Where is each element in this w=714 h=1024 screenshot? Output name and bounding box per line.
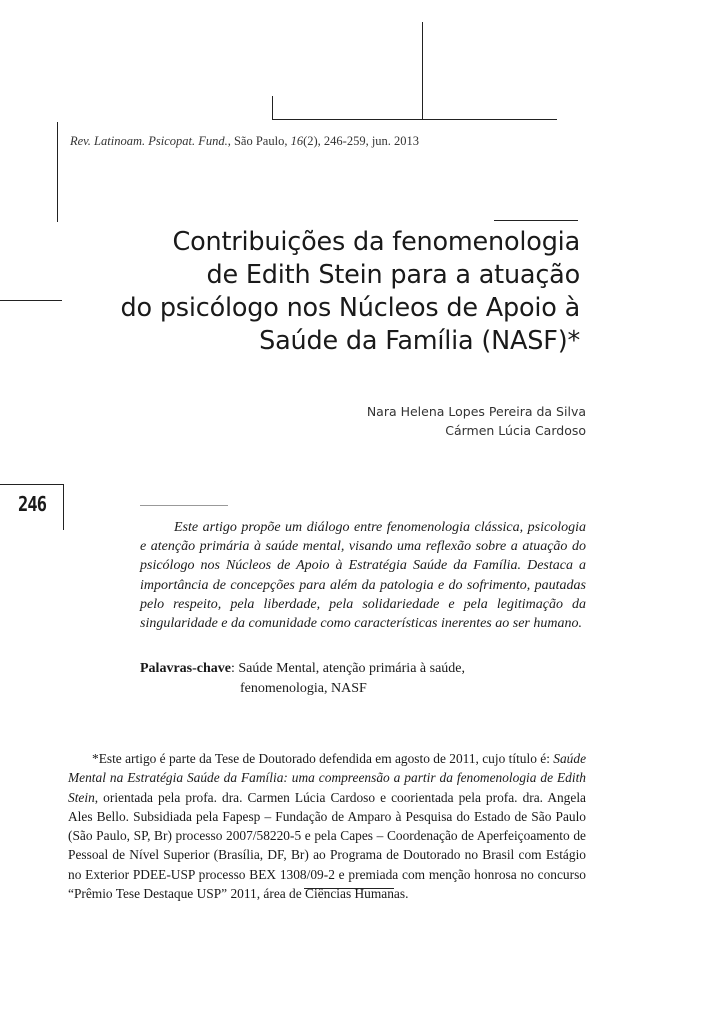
footnote [68, 749, 586, 903]
keywords-label: Palavras-chave [140, 661, 231, 676]
crop-mark-top-horizontal [272, 119, 557, 120]
title-line: Saúde da Família (NASF)* [259, 326, 580, 356]
author-name: Cármen Lúcia Cardoso [445, 423, 586, 438]
footnote-text: , orientada pela profa. dra. Carmen Lúcia Cardoso e coorientada pela profa. dra. Angela Ales Bello. Subsidiada pela Fapesp – Fundação de Amparo à Pesquisa do Estado de São Paulo (São Paulo, SP, Br) processo 2007/58220-5 e pela Capes – Coordenação de Aperfeiçoamento de Pessoal de Nível Superior (Brasília, DF, Br) ao Programa de Doutorado no Brasil com Estágio no Exterior PDEE-USP processo BEX 1308/09-2 e premiada com menção honrosa no concurso “Prêmio Tese Destaque USP” 2011, área de Ciências Humanas. [68, 789, 586, 902]
journal-place: , São Paulo, [227, 134, 291, 148]
journal-issue-pages-date: (2), 246-259, jun. 2013 [303, 134, 420, 148]
crop-mark-top-vertical [422, 22, 423, 120]
journal-name: Rev. Latinoam. Psicopat. Fund. [70, 134, 228, 148]
title-line: do psicólogo nos Núcleos de Apoio à [120, 293, 580, 323]
article-title [60, 226, 580, 358]
journal-volume: 16 [290, 134, 304, 148]
crop-mark-right-horizontal [494, 220, 578, 221]
crop-mark-left-vertical [57, 122, 58, 222]
thesis-title: Saúde Mental na Estratégia Saúde da Família: uma compreensão a partir da fenomenologia de Edith Stein [68, 751, 587, 805]
footnote-text: *Este artigo é parte da Tese de Doutorado defendida em agosto de 2011, cujo título é: [92, 751, 554, 766]
keywords-line: fenomenologia, NASF [240, 680, 367, 696]
crop-mark-top-left-vertical [272, 96, 273, 120]
title-line: de Edith Stein para a atuação [206, 260, 580, 290]
abstract: Este artigo propõe um diálogo entre fenomenologia clássica, psicologia e atenção primária à saúde mental, visando uma reflexão sobre a atuação do psicólogo nos Núcleos de Apoio à Estratégia Saúde da Família. Destaca a importância de concepções para além da patologia e do sofrimento, pautadas pelo respeito, pela liberdade, pela solidariedade e pela legitimação da singularidade e da comunidade como características inerentes ao ser humano. [140, 520, 586, 632]
title-line: Contribuições da fenomenologia [172, 227, 580, 257]
page-number-top-rule [0, 484, 64, 485]
keywords-line: : Saúde Mental, atenção primária à saúde, [230, 661, 465, 676]
abstract-top-rule [140, 505, 228, 506]
keywords [140, 659, 586, 698]
author-list [300, 402, 586, 440]
crop-mark-left-horizontal [0, 300, 62, 301]
page-number: 246 [18, 492, 47, 516]
journal-reference [70, 134, 670, 149]
page-number-side-rule [63, 484, 64, 530]
author-name: Nara Helena Lopes Pereira da Silva [366, 404, 586, 419]
